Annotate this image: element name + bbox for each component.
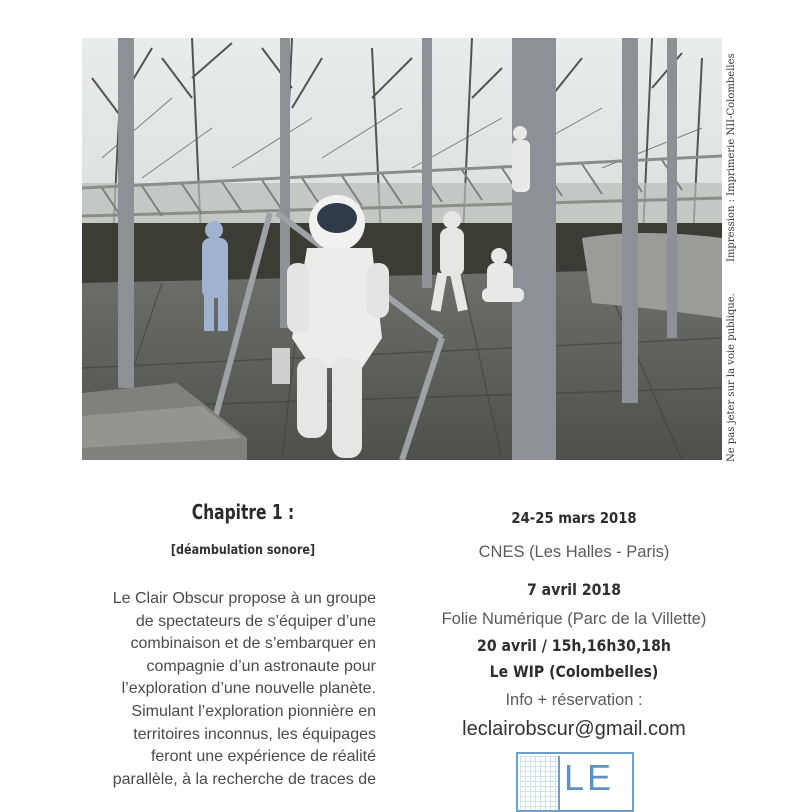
description-line: Le Clair Obscur propose à un groupe [112,590,376,607]
event-venue-1: CNES (Les Halles - Paris) [478,543,670,561]
description-line: territoires inconnus, les équipages [133,725,376,743]
chapter-subtitle: [déambulation sonore] [170,543,316,558]
logo-text: LE [564,757,615,798]
le-clair-obscur-logo [516,752,634,812]
event-date-2: 7 avril 2018 [526,580,622,599]
chapter-title: Chapitre 1 : [191,500,295,524]
description-line: compagnie d’un astronaute pour [146,657,376,675]
event-date-3: 20 avril / 15h,16h30,18h [477,636,671,655]
contact-email-link[interactable]: leclairobscur@gmail.com [462,718,686,740]
event-venue-2: Folie Numérique (Parc de la Villette) [441,610,707,628]
description-line: de spectateurs de s’équiper d’une [135,612,376,630]
astronaut-scene-illustration [82,38,722,460]
logo-grid-pattern [520,756,560,810]
event-venue-3: Le WIP (Colombelles) [489,662,659,681]
description-paragraph [74,588,376,791]
litter-notice: Ne pas jeter sur la voie publique. [726,293,737,462]
printer-credit: Impression : Imprimerie NII-Colombelles [726,53,737,262]
description-line: feront une expérience de réalité [150,748,376,766]
event-photo [82,38,722,460]
description-line: parallèle, à la recherche de traces de [112,770,376,788]
event-date-1: 24-25 mars 2018 [511,509,637,527]
info-label: Info + réservation : [505,691,643,709]
description-line: Simulant l’exploration pionnière en [131,702,376,720]
description-line: l’exploration d’une nouvelle planète. [121,680,376,698]
description-line: combinaison et de s’embarquer en [130,635,376,653]
